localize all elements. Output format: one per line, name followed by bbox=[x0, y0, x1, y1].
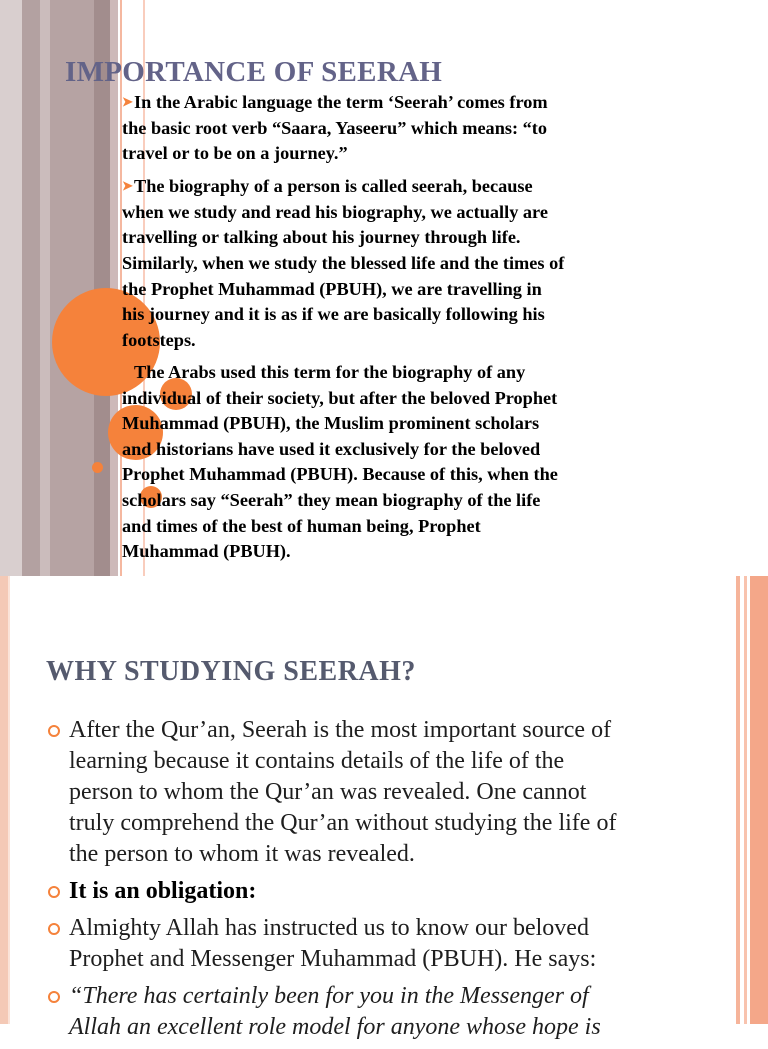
circle-bullet-icon bbox=[48, 991, 60, 1003]
text-line: After the Qur’an, Seerah is the most important source of bbox=[69, 717, 612, 743]
text-line: Muhammad (PBUH), the Muslim prominent scholars bbox=[122, 413, 540, 434]
text-line: Almighty Allah has instructed us to know our beloved bbox=[69, 915, 589, 941]
decorative-circle bbox=[92, 462, 103, 473]
list-item bbox=[46, 876, 686, 907]
text-line: Allah an excellent role model for anyone whose hope is bbox=[69, 1014, 601, 1040]
text-line: The Arabs used this term for the biography of any bbox=[134, 361, 526, 382]
decorative-stripe bbox=[750, 576, 768, 1024]
decorative-band bbox=[8, 576, 10, 1024]
list-item bbox=[46, 981, 686, 1043]
text-line: Similarly, when we study the blessed life and the times of bbox=[122, 253, 565, 274]
decorative-band bbox=[22, 0, 40, 576]
text-line: It is an obligation: bbox=[69, 878, 257, 904]
text-line: the Prophet Muhammad (PBUH), we are travelling in bbox=[122, 278, 542, 299]
decorative-stripe bbox=[736, 576, 740, 1024]
decorative-band bbox=[0, 0, 22, 576]
slide-why-studying-seerah bbox=[0, 576, 768, 1040]
text-line: when we study and read his biography, we actually are bbox=[122, 201, 548, 222]
slide-body bbox=[122, 89, 652, 571]
circle-bullet-icon bbox=[48, 725, 60, 737]
arrow-bullet-icon: ➤ bbox=[122, 178, 133, 194]
paragraph bbox=[122, 360, 652, 565]
text-line: his journey and it is as if we are basically following his bbox=[122, 304, 545, 325]
text-line: travelling or talking about his journey through life. bbox=[122, 227, 521, 248]
slide-title: WHY STUDYING SEERAH? bbox=[46, 656, 416, 687]
text-line: travel or to be on a journey.” bbox=[122, 143, 348, 164]
text-line: Prophet and Messenger Muhammad (PBUH). He says: bbox=[69, 946, 597, 972]
text-line: and times of the best of human being, Prophet bbox=[122, 515, 481, 536]
slide-title: IMPORTANCE OF SEERAH bbox=[65, 56, 443, 88]
text-line: and historians have used it exclusively for the beloved bbox=[122, 438, 541, 459]
text-line: Prophet Muhammad (PBUH). Because of this, when the bbox=[122, 464, 558, 485]
decorative-band bbox=[0, 576, 8, 1024]
text-line: individual of their society, but after the beloved Prophet bbox=[122, 387, 558, 408]
circle-bullet-icon bbox=[48, 923, 60, 935]
text-line: person to whom the Qur’an was revealed. One cannot bbox=[69, 779, 587, 805]
text-line: In the Arabic language the term ‘Seerah’ comes from bbox=[134, 92, 548, 112]
text-line: “There has certainly been for you in the Messenger of bbox=[69, 983, 589, 1009]
list-item bbox=[46, 715, 686, 870]
text-line: truly comprehend the Qur’an without studying the life of bbox=[69, 810, 617, 836]
decorative-stripe bbox=[744, 576, 747, 1024]
text-line: learning because it contains details of the life of the bbox=[69, 748, 565, 774]
text-line: footsteps. bbox=[122, 329, 196, 350]
text-line: Muhammad (PBUH). bbox=[122, 541, 291, 562]
text-line: scholars say “Seerah” they mean biography of the life bbox=[122, 489, 541, 510]
arrow-bullet-icon: ➤ bbox=[122, 94, 133, 109]
text-line: the basic root verb “Saara, Yaseeru” which means: “to bbox=[122, 117, 548, 138]
text-line: The biography of a person is called seerah, because bbox=[134, 176, 533, 197]
list-item bbox=[46, 913, 686, 975]
text-line: the person to whom it was revealed. bbox=[69, 841, 415, 867]
paragraph bbox=[122, 173, 652, 353]
decorative-band bbox=[40, 0, 50, 576]
circle-bullet-icon bbox=[48, 886, 60, 898]
bullet-list bbox=[46, 715, 686, 1049]
paragraph bbox=[122, 89, 652, 167]
